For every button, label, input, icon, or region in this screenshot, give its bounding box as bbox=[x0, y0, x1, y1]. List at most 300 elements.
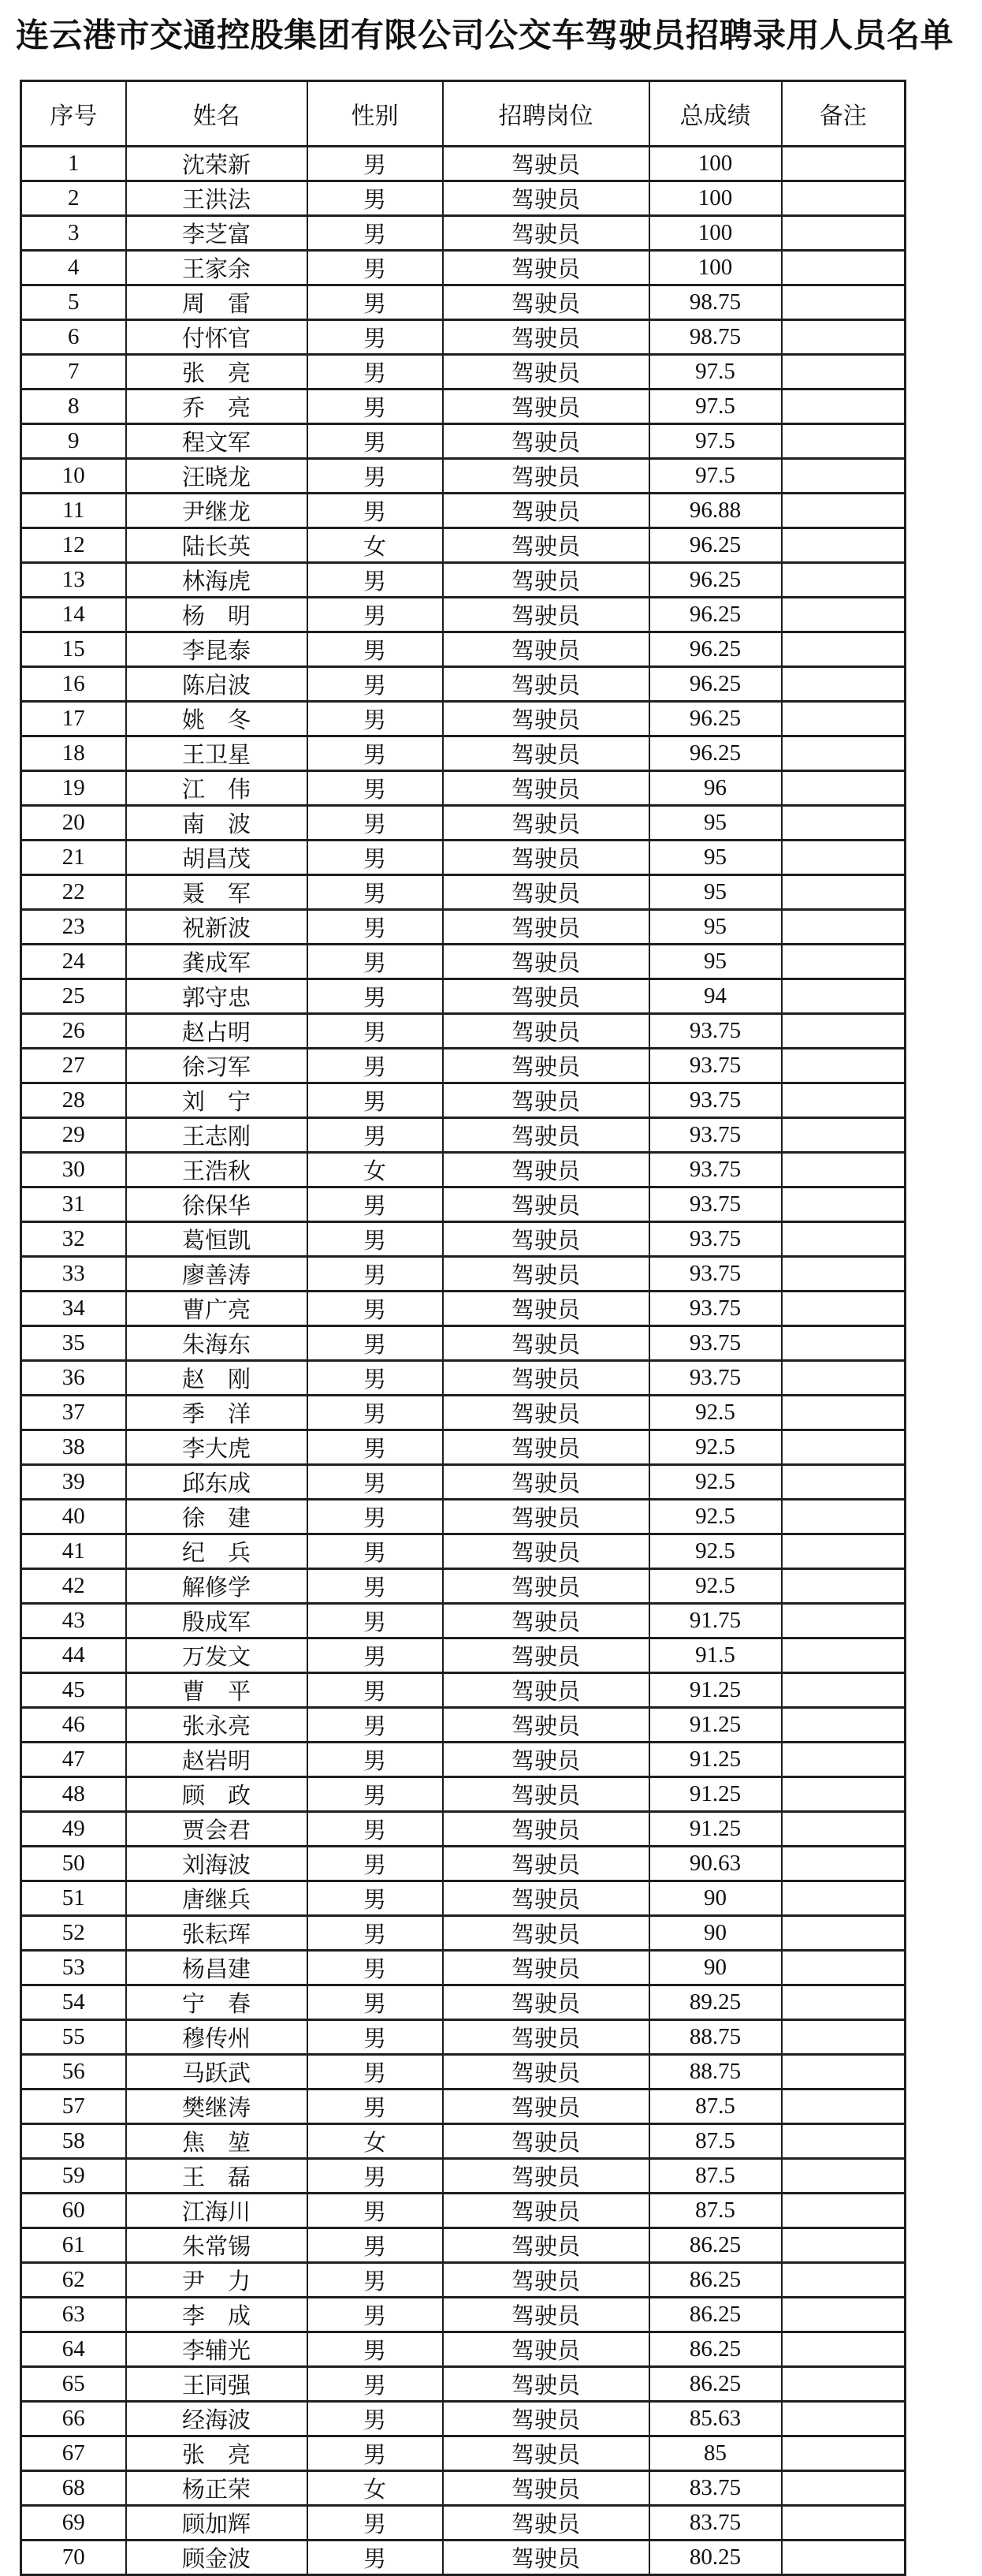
cell-name: 殷成军 bbox=[126, 1603, 307, 1638]
cell-gender: 男 bbox=[307, 2262, 443, 2297]
cell-name: 宁 春 bbox=[126, 1985, 307, 2019]
cell-gender: 男 bbox=[307, 1187, 443, 1221]
cell-score: 93.75 bbox=[649, 1221, 782, 1256]
cell-note bbox=[782, 389, 906, 423]
cell-note bbox=[782, 701, 906, 736]
cell-no: 38 bbox=[21, 1430, 126, 1464]
table-row bbox=[21, 2193, 906, 2227]
cell-name: 李大虎 bbox=[126, 1430, 307, 1464]
cell-note bbox=[782, 1430, 906, 1464]
cell-no: 39 bbox=[21, 1464, 126, 1499]
cell-no: 68 bbox=[21, 2470, 126, 2505]
cell-score: 97.5 bbox=[649, 354, 782, 389]
cell-position: 驾驶员 bbox=[443, 215, 649, 250]
cell-note bbox=[782, 1464, 906, 1499]
cell-position: 驾驶员 bbox=[443, 1430, 649, 1464]
cell-no: 26 bbox=[21, 1013, 126, 1048]
cell-gender: 男 bbox=[307, 2505, 443, 2540]
cell-gender: 男 bbox=[307, 215, 443, 250]
cell-note bbox=[782, 146, 906, 181]
cell-note bbox=[782, 2089, 906, 2123]
cell-gender: 男 bbox=[307, 2089, 443, 2123]
table-row bbox=[21, 2401, 906, 2436]
table-row bbox=[21, 1776, 906, 1811]
cell-name: 李昆泰 bbox=[126, 632, 307, 666]
table-row bbox=[21, 1742, 906, 1776]
cell-gender: 男 bbox=[307, 1499, 443, 1534]
cell-name: 程文军 bbox=[126, 423, 307, 458]
cell-name: 杨正荣 bbox=[126, 2470, 307, 2505]
cell-score: 96.25 bbox=[649, 597, 782, 632]
cell-note bbox=[782, 2227, 906, 2262]
table-row bbox=[21, 250, 906, 285]
cell-gender: 男 bbox=[307, 1846, 443, 1881]
cell-name: 王同强 bbox=[126, 2366, 307, 2401]
cell-gender: 男 bbox=[307, 979, 443, 1013]
cell-position: 驾驶员 bbox=[443, 874, 649, 909]
cell-note bbox=[782, 805, 906, 840]
cell-position: 驾驶员 bbox=[443, 493, 649, 528]
cell-note bbox=[782, 1638, 906, 1672]
cell-score: 85.63 bbox=[649, 2401, 782, 2436]
cell-position: 驾驶员 bbox=[443, 1221, 649, 1256]
cell-position: 驾驶员 bbox=[443, 389, 649, 423]
cell-score: 92.5 bbox=[649, 1464, 782, 1499]
cell-position: 驾驶员 bbox=[443, 1083, 649, 1117]
cell-no: 15 bbox=[21, 632, 126, 666]
cell-name: 沈荣新 bbox=[126, 146, 307, 181]
cell-position: 驾驶员 bbox=[443, 1291, 649, 1325]
cell-gender: 男 bbox=[307, 2366, 443, 2401]
cell-note bbox=[782, 2436, 906, 2470]
cell-score: 95 bbox=[649, 805, 782, 840]
cell-score: 92.5 bbox=[649, 1568, 782, 1603]
cell-gender: 男 bbox=[307, 1707, 443, 1742]
cell-position: 驾驶员 bbox=[443, 285, 649, 319]
cell-position: 驾驶员 bbox=[443, 1776, 649, 1811]
page-title: 连云港市交通控股集团有限公司公交车驾驶员招聘录用人员名单 bbox=[16, 18, 954, 54]
cell-position: 驾驶员 bbox=[443, 2123, 649, 2158]
header-row bbox=[21, 80, 906, 146]
cell-gender: 男 bbox=[307, 666, 443, 701]
cell-note bbox=[782, 1360, 906, 1395]
cell-gender: 男 bbox=[307, 1221, 443, 1256]
table-row bbox=[21, 1603, 906, 1638]
cell-score: 90 bbox=[649, 1881, 782, 1915]
table-row bbox=[21, 458, 906, 493]
cell-gender: 女 bbox=[307, 528, 443, 562]
table-row bbox=[21, 1568, 906, 1603]
cell-position: 驾驶员 bbox=[443, 770, 649, 805]
cell-no: 48 bbox=[21, 1776, 126, 1811]
cell-name: 穆传州 bbox=[126, 2019, 307, 2054]
cell-no: 66 bbox=[21, 2401, 126, 2436]
cell-score: 91.25 bbox=[649, 1742, 782, 1776]
header-cell-note: 备注 bbox=[782, 80, 906, 146]
table-row bbox=[21, 666, 906, 701]
cell-position: 驾驶员 bbox=[443, 1846, 649, 1881]
cell-name: 解修学 bbox=[126, 1568, 307, 1603]
cell-note bbox=[782, 1742, 906, 1776]
cell-name: 葛恒凯 bbox=[126, 1221, 307, 1256]
cell-note bbox=[782, 181, 906, 215]
cell-gender: 男 bbox=[307, 1013, 443, 1048]
cell-name: 杨昌建 bbox=[126, 1950, 307, 1985]
cell-no: 6 bbox=[21, 319, 126, 354]
cell-score: 86.25 bbox=[649, 2262, 782, 2297]
cell-name: 王志刚 bbox=[126, 1117, 307, 1152]
cell-score: 96.25 bbox=[649, 528, 782, 562]
cell-position: 驾驶员 bbox=[443, 2540, 649, 2574]
cell-name: 尹 力 bbox=[126, 2262, 307, 2297]
cell-name: 廖善涛 bbox=[126, 1256, 307, 1291]
cell-no: 51 bbox=[21, 1881, 126, 1915]
cell-note bbox=[782, 1846, 906, 1881]
cell-note bbox=[782, 874, 906, 909]
table-row bbox=[21, 319, 906, 354]
table-row bbox=[21, 562, 906, 597]
table-row bbox=[21, 1846, 906, 1881]
cell-score: 100 bbox=[649, 215, 782, 250]
cell-gender: 男 bbox=[307, 493, 443, 528]
cell-no: 1 bbox=[21, 146, 126, 181]
table-row bbox=[21, 1325, 906, 1360]
cell-note bbox=[782, 1672, 906, 1707]
cell-no: 56 bbox=[21, 2054, 126, 2089]
cell-position: 驾驶员 bbox=[443, 1499, 649, 1534]
cell-no: 52 bbox=[21, 1915, 126, 1950]
table-row bbox=[21, 1638, 906, 1672]
cell-no: 24 bbox=[21, 944, 126, 979]
cell-gender: 男 bbox=[307, 285, 443, 319]
table-row bbox=[21, 528, 906, 562]
cell-score: 95 bbox=[649, 909, 782, 944]
cell-gender: 男 bbox=[307, 2332, 443, 2366]
cell-name: 付怀官 bbox=[126, 319, 307, 354]
cell-position: 驾驶员 bbox=[443, 1707, 649, 1742]
cell-gender: 男 bbox=[307, 805, 443, 840]
table-row bbox=[21, 1117, 906, 1152]
cell-position: 驾驶员 bbox=[443, 2436, 649, 2470]
cell-note bbox=[782, 528, 906, 562]
cell-no: 31 bbox=[21, 1187, 126, 1221]
cell-no: 9 bbox=[21, 423, 126, 458]
cell-score: 98.75 bbox=[649, 319, 782, 354]
cell-score: 91.25 bbox=[649, 1776, 782, 1811]
table-row bbox=[21, 736, 906, 770]
cell-no: 17 bbox=[21, 701, 126, 736]
cell-position: 驾驶员 bbox=[443, 2470, 649, 2505]
cell-position: 驾驶员 bbox=[443, 1117, 649, 1152]
cell-gender: 男 bbox=[307, 1464, 443, 1499]
table-row bbox=[21, 805, 906, 840]
cell-note bbox=[782, 1256, 906, 1291]
table-row bbox=[21, 1360, 906, 1395]
cell-gender: 男 bbox=[307, 1430, 443, 1464]
cell-name: 郭守忠 bbox=[126, 979, 307, 1013]
cell-note bbox=[782, 1117, 906, 1152]
cell-note bbox=[782, 1395, 906, 1430]
cell-score: 85 bbox=[649, 2436, 782, 2470]
cell-name: 张永亮 bbox=[126, 1707, 307, 1742]
cell-no: 25 bbox=[21, 979, 126, 1013]
cell-note bbox=[782, 1187, 906, 1221]
cell-position: 驾驶员 bbox=[443, 562, 649, 597]
header-cell-gender: 性别 bbox=[307, 80, 443, 146]
table-row bbox=[21, 1985, 906, 2019]
cell-note bbox=[782, 840, 906, 874]
cell-score: 86.25 bbox=[649, 2227, 782, 2262]
cell-no: 50 bbox=[21, 1846, 126, 1881]
cell-position: 驾驶员 bbox=[443, 1152, 649, 1187]
cell-no: 33 bbox=[21, 1256, 126, 1291]
cell-note bbox=[782, 562, 906, 597]
cell-no: 8 bbox=[21, 389, 126, 423]
cell-score: 93.75 bbox=[649, 1187, 782, 1221]
cell-position: 驾驶员 bbox=[443, 1464, 649, 1499]
cell-score: 86.25 bbox=[649, 2332, 782, 2366]
cell-score: 97.5 bbox=[649, 423, 782, 458]
table-row bbox=[21, 181, 906, 215]
cell-score: 94 bbox=[649, 979, 782, 1013]
header-cell-position: 招聘岗位 bbox=[443, 80, 649, 146]
table-row bbox=[21, 354, 906, 389]
table-row bbox=[21, 944, 906, 979]
cell-no: 65 bbox=[21, 2366, 126, 2401]
cell-gender: 男 bbox=[307, 1534, 443, 1568]
cell-no: 10 bbox=[21, 458, 126, 493]
cell-name: 经海波 bbox=[126, 2401, 307, 2436]
cell-no: 69 bbox=[21, 2505, 126, 2540]
cell-gender: 男 bbox=[307, 1742, 443, 1776]
cell-score: 91.25 bbox=[649, 1672, 782, 1707]
cell-score: 96.25 bbox=[649, 666, 782, 701]
cell-name: 顾加辉 bbox=[126, 2505, 307, 2540]
cell-note bbox=[782, 1083, 906, 1117]
cell-note bbox=[782, 632, 906, 666]
table-row bbox=[21, 1915, 906, 1950]
cell-name: 赵岩明 bbox=[126, 1742, 307, 1776]
cell-score: 96.88 bbox=[649, 493, 782, 528]
cell-no: 46 bbox=[21, 1707, 126, 1742]
cell-name: 顾 政 bbox=[126, 1776, 307, 1811]
cell-score: 100 bbox=[649, 146, 782, 181]
cell-name: 曹 平 bbox=[126, 1672, 307, 1707]
cell-note bbox=[782, 1985, 906, 2019]
cell-gender: 男 bbox=[307, 146, 443, 181]
cell-gender: 女 bbox=[307, 1152, 443, 1187]
cell-gender: 男 bbox=[307, 2019, 443, 2054]
cell-note bbox=[782, 1534, 906, 1568]
cell-name: 江 伟 bbox=[126, 770, 307, 805]
cell-name: 陈启波 bbox=[126, 666, 307, 701]
cell-gender: 男 bbox=[307, 2227, 443, 2262]
cell-note bbox=[782, 2262, 906, 2297]
cell-no: 37 bbox=[21, 1395, 126, 1430]
table-row bbox=[21, 632, 906, 666]
cell-gender: 男 bbox=[307, 840, 443, 874]
cell-position: 驾驶员 bbox=[443, 701, 649, 736]
cell-gender: 男 bbox=[307, 909, 443, 944]
cell-note bbox=[782, 1950, 906, 1985]
cell-name: 张 亮 bbox=[126, 354, 307, 389]
table-row bbox=[21, 770, 906, 805]
cell-name: 刘海波 bbox=[126, 1846, 307, 1881]
cell-no: 30 bbox=[21, 1152, 126, 1187]
cell-score: 93.75 bbox=[649, 1152, 782, 1187]
cell-position: 驾驶员 bbox=[443, 1187, 649, 1221]
cell-no: 22 bbox=[21, 874, 126, 909]
cell-score: 100 bbox=[649, 250, 782, 285]
cell-note bbox=[782, 2470, 906, 2505]
cell-gender: 男 bbox=[307, 2540, 443, 2574]
cell-no: 20 bbox=[21, 805, 126, 840]
cell-note bbox=[782, 2054, 906, 2089]
table-row bbox=[21, 2227, 906, 2262]
cell-position: 驾驶员 bbox=[443, 2158, 649, 2193]
cell-position: 驾驶员 bbox=[443, 1881, 649, 1915]
cell-note bbox=[782, 1013, 906, 1048]
table-row bbox=[21, 2505, 906, 2540]
table-row bbox=[21, 1395, 906, 1430]
table-row bbox=[21, 215, 906, 250]
cell-position: 驾驶员 bbox=[443, 805, 649, 840]
cell-name: 王浩秋 bbox=[126, 1152, 307, 1187]
cell-note bbox=[782, 2019, 906, 2054]
cell-note bbox=[782, 666, 906, 701]
cell-name: 陆长英 bbox=[126, 528, 307, 562]
cell-gender: 男 bbox=[307, 1776, 443, 1811]
cell-score: 92.5 bbox=[649, 1499, 782, 1534]
cell-no: 29 bbox=[21, 1117, 126, 1152]
cell-position: 驾驶员 bbox=[443, 181, 649, 215]
cell-score: 90 bbox=[649, 1915, 782, 1950]
cell-note bbox=[782, 319, 906, 354]
cell-position: 驾驶员 bbox=[443, 2332, 649, 2366]
cell-position: 驾驶员 bbox=[443, 1915, 649, 1950]
cell-score: 96.25 bbox=[649, 701, 782, 736]
table-row bbox=[21, 1707, 906, 1742]
cell-gender: 男 bbox=[307, 2054, 443, 2089]
cell-name: 李芝富 bbox=[126, 215, 307, 250]
cell-no: 7 bbox=[21, 354, 126, 389]
cell-note bbox=[782, 1499, 906, 1534]
table-row bbox=[21, 2366, 906, 2401]
cell-no: 32 bbox=[21, 1221, 126, 1256]
cell-score: 93.75 bbox=[649, 1360, 782, 1395]
cell-no: 70 bbox=[21, 2540, 126, 2574]
cell-name: 乔 亮 bbox=[126, 389, 307, 423]
cell-gender: 男 bbox=[307, 1360, 443, 1395]
table-row bbox=[21, 2019, 906, 2054]
cell-score: 91.75 bbox=[649, 1603, 782, 1638]
cell-gender: 女 bbox=[307, 2470, 443, 2505]
table-row bbox=[21, 1881, 906, 1915]
cell-score: 92.5 bbox=[649, 1395, 782, 1430]
cell-gender: 男 bbox=[307, 1083, 443, 1117]
cell-note bbox=[782, 1915, 906, 1950]
cell-position: 驾驶员 bbox=[443, 1950, 649, 1985]
cell-name: 杨 明 bbox=[126, 597, 307, 632]
cell-no: 45 bbox=[21, 1672, 126, 1707]
cell-note bbox=[782, 458, 906, 493]
cell-score: 88.75 bbox=[649, 2019, 782, 2054]
cell-position: 驾驶员 bbox=[443, 1395, 649, 1430]
cell-no: 12 bbox=[21, 528, 126, 562]
cell-name: 林海虎 bbox=[126, 562, 307, 597]
cell-score: 95 bbox=[649, 944, 782, 979]
cell-note bbox=[782, 1048, 906, 1083]
cell-score: 91.5 bbox=[649, 1638, 782, 1672]
table-row bbox=[21, 1152, 906, 1187]
cell-score: 93.75 bbox=[649, 1256, 782, 1291]
table-row bbox=[21, 1083, 906, 1117]
cell-note bbox=[782, 493, 906, 528]
cell-no: 54 bbox=[21, 1985, 126, 2019]
cell-score: 89.25 bbox=[649, 1985, 782, 2019]
cell-position: 驾驶员 bbox=[443, 632, 649, 666]
cell-note bbox=[782, 2540, 906, 2574]
table-row bbox=[21, 2540, 906, 2574]
cell-gender: 女 bbox=[307, 2123, 443, 2158]
table-row bbox=[21, 389, 906, 423]
cell-score: 93.75 bbox=[649, 1291, 782, 1325]
cell-note bbox=[782, 1568, 906, 1603]
cell-no: 19 bbox=[21, 770, 126, 805]
cell-position: 驾驶员 bbox=[443, 1811, 649, 1846]
cell-position: 驾驶员 bbox=[443, 528, 649, 562]
cell-position: 驾驶员 bbox=[443, 666, 649, 701]
cell-name: 樊继涛 bbox=[126, 2089, 307, 2123]
cell-gender: 男 bbox=[307, 1881, 443, 1915]
cell-score: 87.5 bbox=[649, 2193, 782, 2227]
cell-note bbox=[782, 1603, 906, 1638]
cell-score: 87.5 bbox=[649, 2089, 782, 2123]
cell-position: 驾驶员 bbox=[443, 2227, 649, 2262]
cell-no: 34 bbox=[21, 1291, 126, 1325]
cell-position: 驾驶员 bbox=[443, 1603, 649, 1638]
cell-gender: 男 bbox=[307, 1915, 443, 1950]
cell-no: 62 bbox=[21, 2262, 126, 2297]
cell-name: 徐习军 bbox=[126, 1048, 307, 1083]
table-row bbox=[21, 909, 906, 944]
table-row bbox=[21, 2089, 906, 2123]
cell-score: 87.5 bbox=[649, 2123, 782, 2158]
cell-position: 驾驶员 bbox=[443, 2297, 649, 2332]
cell-note bbox=[782, 1221, 906, 1256]
cell-no: 57 bbox=[21, 2089, 126, 2123]
cell-name: 李辅光 bbox=[126, 2332, 307, 2366]
cell-name: 聂 军 bbox=[126, 874, 307, 909]
cell-name: 周 雷 bbox=[126, 285, 307, 319]
table-row bbox=[21, 701, 906, 736]
cell-gender: 男 bbox=[307, 389, 443, 423]
cell-no: 63 bbox=[21, 2297, 126, 2332]
cell-score: 91.25 bbox=[649, 1811, 782, 1846]
cell-gender: 男 bbox=[307, 2297, 443, 2332]
table-row bbox=[21, 1499, 906, 1534]
cell-name: 赵 刚 bbox=[126, 1360, 307, 1395]
cell-note bbox=[782, 1325, 906, 1360]
cell-score: 97.5 bbox=[649, 458, 782, 493]
cell-position: 驾驶员 bbox=[443, 1742, 649, 1776]
cell-position: 驾驶员 bbox=[443, 2505, 649, 2540]
cell-no: 41 bbox=[21, 1534, 126, 1568]
cell-position: 驾驶员 bbox=[443, 1985, 649, 2019]
cell-gender: 男 bbox=[307, 632, 443, 666]
cell-position: 驾驶员 bbox=[443, 1534, 649, 1568]
cell-position: 驾驶员 bbox=[443, 423, 649, 458]
